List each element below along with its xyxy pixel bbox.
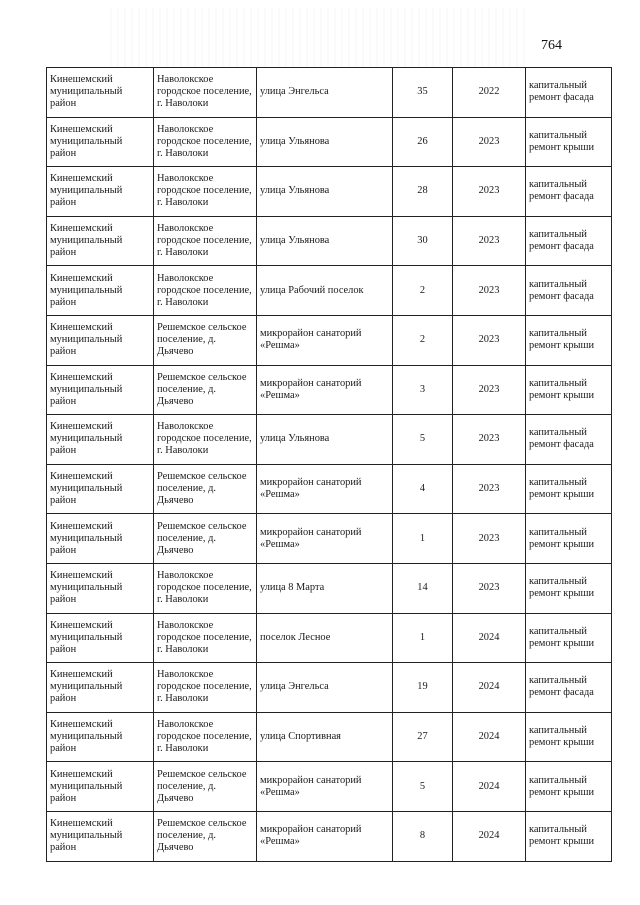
table-row	[47, 663, 612, 713]
settlement-cell: Решемское сельское поселение, д. Дьячево	[154, 811, 257, 861]
house-cell: 19	[393, 663, 453, 713]
work-cell: капитальный ремонт фасада	[526, 68, 612, 118]
settlement-cell: Наволокское городское поселение, г. Наволоки	[154, 563, 257, 613]
house-cell: 14	[393, 563, 453, 613]
settlement-cell: Наволокское городское поселение, г. Наволоки	[154, 663, 257, 713]
district-cell: Кинешемский муниципальный район	[47, 117, 154, 167]
work-cell: капитальный ремонт фасада	[526, 167, 612, 217]
house-cell: 2	[393, 315, 453, 365]
settlement-cell: Решемское сельское поселение, д. Дьячево	[154, 315, 257, 365]
district-cell: Кинешемский муниципальный район	[47, 315, 154, 365]
street-cell: улица Ульянова	[257, 415, 393, 465]
year-cell: 2023	[453, 167, 526, 217]
year-cell: 2024	[453, 762, 526, 812]
settlement-cell: Наволокское городское поселение, г. Наволоки	[154, 117, 257, 167]
year-cell: 2023	[453, 117, 526, 167]
work-cell: капитальный ремонт крыши	[526, 365, 612, 415]
street-cell: улица Ульянова	[257, 117, 393, 167]
year-cell: 2024	[453, 712, 526, 762]
year-cell: 2023	[453, 365, 526, 415]
district-cell: Кинешемский муниципальный район	[47, 563, 154, 613]
house-cell: 8	[393, 811, 453, 861]
house-cell: 26	[393, 117, 453, 167]
settlement-cell: Наволокское городское поселение, г. Наволоки	[154, 712, 257, 762]
settlement-cell: Решемское сельское поселение, д. Дьячево	[154, 365, 257, 415]
house-cell: 1	[393, 514, 453, 564]
table-row	[47, 712, 612, 762]
table-row	[47, 514, 612, 564]
table-row	[47, 167, 612, 217]
house-cell: 2	[393, 266, 453, 316]
district-cell: Кинешемский муниципальный район	[47, 613, 154, 663]
year-cell: 2023	[453, 514, 526, 564]
year-cell: 2024	[453, 613, 526, 663]
district-cell: Кинешемский муниципальный район	[47, 464, 154, 514]
street-cell: улица Энгельса	[257, 68, 393, 118]
table-row	[47, 563, 612, 613]
settlement-cell: Наволокское городское поселение, г. Наволоки	[154, 266, 257, 316]
table-row	[47, 365, 612, 415]
house-cell: 28	[393, 167, 453, 217]
district-cell: Кинешемский муниципальный район	[47, 811, 154, 861]
work-cell: капитальный ремонт крыши	[526, 712, 612, 762]
street-cell: улица Энгельса	[257, 663, 393, 713]
street-cell: микрорайон санаторий «Решма»	[257, 811, 393, 861]
work-cell: капитальный ремонт крыши	[526, 811, 612, 861]
street-cell: микрорайон санаторий «Решма»	[257, 315, 393, 365]
work-cell: капитальный ремонт крыши	[526, 117, 612, 167]
street-cell: улица Рабочий поселок	[257, 266, 393, 316]
year-cell: 2023	[453, 315, 526, 365]
house-cell: 27	[393, 712, 453, 762]
house-cell: 30	[393, 216, 453, 266]
year-cell: 2023	[453, 415, 526, 465]
house-cell: 5	[393, 762, 453, 812]
table-row	[47, 216, 612, 266]
settlement-cell: Наволокское городское поселение, г. Наволоки	[154, 216, 257, 266]
table-row	[47, 613, 612, 663]
district-cell: Кинешемский муниципальный район	[47, 68, 154, 118]
work-cell: капитальный ремонт крыши	[526, 514, 612, 564]
street-cell: поселок Лесное	[257, 613, 393, 663]
repair-registry-table	[46, 67, 612, 862]
settlement-cell: Решемское сельское поселение, д. Дьячево	[154, 464, 257, 514]
year-cell: 2023	[453, 216, 526, 266]
street-cell: улица Ульянова	[257, 167, 393, 217]
table-row	[47, 464, 612, 514]
district-cell: Кинешемский муниципальный район	[47, 415, 154, 465]
work-cell: капитальный ремонт крыши	[526, 464, 612, 514]
house-cell: 3	[393, 365, 453, 415]
work-cell: капитальный ремонт фасада	[526, 216, 612, 266]
table-row	[47, 266, 612, 316]
table-body	[47, 68, 612, 862]
house-cell: 1	[393, 613, 453, 663]
work-cell: капитальный ремонт крыши	[526, 563, 612, 613]
work-cell: капитальный ремонт крыши	[526, 762, 612, 812]
table-row	[47, 68, 612, 118]
district-cell: Кинешемский муниципальный район	[47, 663, 154, 713]
settlement-cell: Наволокское городское поселение, г. Наволоки	[154, 167, 257, 217]
work-cell: капитальный ремонт фасада	[526, 266, 612, 316]
settlement-cell: Решемское сельское поселение, д. Дьячево	[154, 762, 257, 812]
street-cell: микрорайон санаторий «Решма»	[257, 365, 393, 415]
street-cell: микрорайон санаторий «Решма»	[257, 464, 393, 514]
street-cell: улица Ульянова	[257, 216, 393, 266]
work-cell: капитальный ремонт фасада	[526, 663, 612, 713]
year-cell: 2022	[453, 68, 526, 118]
district-cell: Кинешемский муниципальный район	[47, 216, 154, 266]
page-number: 764	[541, 38, 562, 53]
street-cell: улица Спортивная	[257, 712, 393, 762]
district-cell: Кинешемский муниципальный район	[47, 514, 154, 564]
house-cell: 4	[393, 464, 453, 514]
street-cell: микрорайон санаторий «Решма»	[257, 762, 393, 812]
settlement-cell: Наволокское городское поселение, г. Наволоки	[154, 68, 257, 118]
district-cell: Кинешемский муниципальный район	[47, 712, 154, 762]
table-row	[47, 117, 612, 167]
scan-artifact	[110, 8, 530, 68]
work-cell: капитальный ремонт фасада	[526, 415, 612, 465]
house-cell: 5	[393, 415, 453, 465]
street-cell: микрорайон санаторий «Решма»	[257, 514, 393, 564]
table-row	[47, 315, 612, 365]
year-cell: 2023	[453, 266, 526, 316]
district-cell: Кинешемский муниципальный район	[47, 266, 154, 316]
settlement-cell: Решемское сельское поселение, д. Дьячево	[154, 514, 257, 564]
year-cell: 2024	[453, 663, 526, 713]
work-cell: капитальный ремонт крыши	[526, 315, 612, 365]
district-cell: Кинешемский муниципальный район	[47, 365, 154, 415]
table-row	[47, 762, 612, 812]
district-cell: Кинешемский муниципальный район	[47, 167, 154, 217]
table-row	[47, 415, 612, 465]
work-cell: капитальный ремонт крыши	[526, 613, 612, 663]
year-cell: 2024	[453, 811, 526, 861]
house-cell: 35	[393, 68, 453, 118]
district-cell: Кинешемский муниципальный район	[47, 762, 154, 812]
street-cell: улица 8 Марта	[257, 563, 393, 613]
year-cell: 2023	[453, 563, 526, 613]
settlement-cell: Наволокское городское поселение, г. Наволоки	[154, 613, 257, 663]
table-row	[47, 811, 612, 861]
settlement-cell: Наволокское городское поселение, г. Наволоки	[154, 415, 257, 465]
year-cell: 2023	[453, 464, 526, 514]
